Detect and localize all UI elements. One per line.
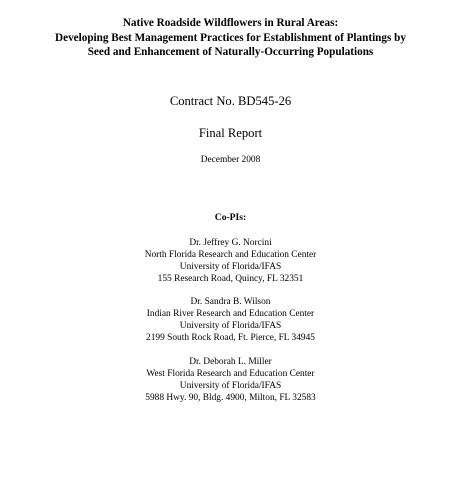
contract-number: Contract No. BD545-26: [169, 94, 292, 108]
investigator-address: 2199 South Rock Road, Ft. Pierce, FL 34945: [146, 332, 315, 343]
investigator-institution: University of Florida/IFAS: [179, 320, 282, 331]
report-title: [0, 16, 461, 60]
investigator-center: West Florida Research and Education Center: [146, 368, 315, 379]
investigator-center: North Florida Research and Education Center: [144, 249, 317, 260]
report-type: Final Report: [198, 126, 263, 140]
investigator-block: [0, 238, 461, 286]
investigator-name: Dr. Jeffrey G. Norcini: [189, 238, 272, 248]
investigator-block: [0, 357, 461, 405]
investigator-name: Dr. Deborah L. Miller: [189, 357, 272, 367]
title-line: Seed and Enhancement of Naturally-Occurring Populations: [87, 46, 374, 58]
investigator-institution: University of Florida/IFAS: [179, 261, 282, 272]
investigator-block: [0, 297, 461, 345]
investigator-center: Indian River Research and Education Center: [146, 308, 315, 319]
investigator-institution: University of Florida/IFAS: [179, 380, 282, 391]
title-line: Native Roadside Wildflowers in Rural Areas:: [122, 17, 339, 29]
title-line: Developing Best Management Practices for Establishment of Plantings by: [55, 31, 406, 44]
investigator-address: 5988 Hwy. 90, Bldg. 4900, Milton, FL 32583: [145, 392, 316, 403]
investigator-name: Dr. Sandra B. Wilson: [190, 297, 271, 307]
co-pis-heading: Co-PIs:: [214, 212, 247, 223]
report-date: December 2008: [200, 155, 261, 165]
investigator-address: 155 Research Road, Quincy, FL 32351: [157, 273, 304, 284]
